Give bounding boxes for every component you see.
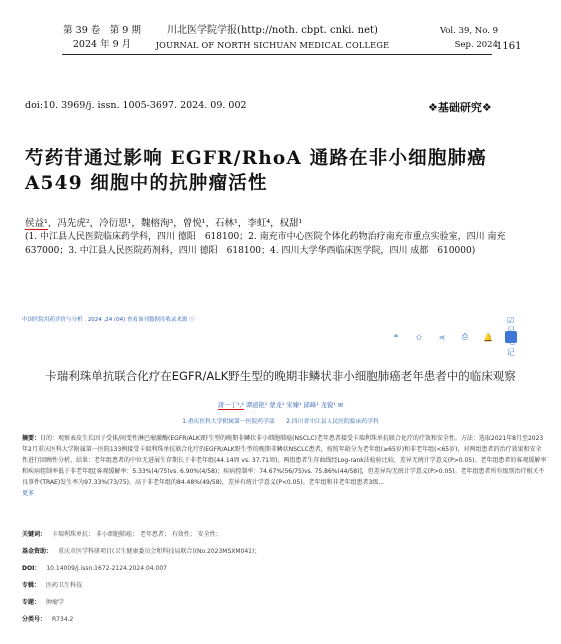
page-number: 1161 [496,41,522,52]
doi-value: 10.14009/j.issn.1672-2124.2024.04.007 [46,565,167,572]
cnki-record [0,300,561,644]
doi-row: DOI： 10.14009/j.issn.1672-2124.2024.04.007 [22,565,167,572]
record-title: 卡瑞利珠单抗联合化疗在EGFR/ALK野生型的晚期非鳞状非小细胞肺癌老年患者中的临床观察 [45,369,516,383]
journal-name: 川北医学院学报(http://noth. cbpt. cnki. net) JOURNAL OF NORTH SICHUAN MEDICAL COLLEGE [155,25,390,50]
print-icon[interactable]: ⎙ [461,332,469,341]
abstract [22,433,547,499]
more-link[interactable]: 更多 [22,490,35,497]
article-authors [25,215,302,229]
take-notes-button[interactable]: ☑ 记笔记 [507,316,515,357]
journal-volume-cn: 第 39 卷 第 9 期 2024 年 9 月 [63,25,141,50]
action-icons [390,316,517,357]
keywords-row: 关键词： 卡瑞利珠单抗； 非小细胞肺癌； 老年患者； 有效性； 安全性； [22,531,222,538]
topic-value: 肿瘤学 [46,599,65,606]
share-icon[interactable]: ⋖ [438,332,446,342]
journal-page [0,0,561,300]
quote-icon[interactable]: ❝ [393,332,399,342]
class-value: R734.2 [52,616,74,623]
article-affiliations: (1. 中江县人民医院临床药学科，四川 德阳 618100；2. 南充市中心医院个体化药物治疗南充市重点实验室，四川 南充 637000；3. 中江县人民医院药剂科，四川 德阳 618100；4. 四川大学华西临床医学院，四川 成都 610000) [25,232,506,256]
record-affiliations[interactable]: 1.重庆医科大学附属第一医院药学部 2.四川省中江县人民医院临床药学科 [182,419,379,425]
article-column: ❖基础研究❖ [428,101,492,114]
bell-icon[interactable]: 🔔 [483,332,493,342]
source-link[interactable]: 中国医院用药评价与分析 . 2024 ,24 (04) 查看该刊数据库收录来源 ⓘ [22,317,195,323]
topic-row: 专题： 肿瘤学 [22,599,65,606]
header-rule [62,54,492,55]
special-row: 专辑： 医药卫生科技 [22,582,83,589]
abstract-text: 目的：观察表皮生长因子受体/间变性淋巴瘤激酶(EGFR/ALK)野生型的晚期非鳞状非小细胞肺癌(NSCLC)老年患者接受卡瑞利珠单抗联合化疗的疗效和安全性。方法：选取2021年8月至2023年2月重庆医科大学附属第一医院133例接受卡瑞利珠单抗联合化疗的EGFR/ALK野生型的晚期非鳞状NSCLC患者，按照年龄分为老年组(≥65岁)和非老年组(<65岁)，对两组患者的治疗效果和安全性进行回顾性分析。结果：老年组患者的中位无进展生存期长于非老年组(44.14周 vs. 37.71周)，两组患者生存曲线经Log-rank法检验比较，差异无统计学意义(P>0.05)。老年组患者的客观缓解率和疾病控制率低于非老年组[客观缓解率：5.33%(4/75)vs. 6.90%(4/58)；疾病控制率：74.67%(56/75)vs. 75.86%(44/58)]，但差异均无统计学意义(P>0.05)。老年组患者所有级别治疗相关不良事件(TRAE)发生率为97.33%(73/75)，高于非老年组的84.48%(49/58)，差异有统计学意义(P<0.05)。老年组和非老年组患者3级... [22,435,547,486]
fund-row: 基金资助： 重庆市医学科研项目(卫生健康委员会和科技局联合)(No.2023MSXM041)； [22,548,261,555]
record-authors [0,400,561,409]
article-doi: doi:10. 3969/j. issn. 1005-3697. 2024. 09. 002 [25,100,247,111]
co-authors: ，冯先虎²，冷衍思¹，魏榕洵³，曾悦¹，石林¹，李虹⁴，权甜¹ [47,218,303,229]
author-links[interactable]: 谭道艳¹ 蒙龙¹ 宋臻¹ 邱峰¹ 龙锐¹ ✉ [243,402,344,409]
journal-volume-en: Vol. 39, No. 9 Sep. 2024 [439,26,498,50]
class-row: 分类号： R734.2 [22,616,74,623]
first-author: 侯益¹ [25,218,48,229]
star-icon[interactable]: ✩ [415,332,423,342]
fund-value: 重庆市医学科研项目(卫生健康委员会和科技局联合)(No.2023MSXM041)； [58,548,261,555]
article-title: 芍药苷通过影响 EGFR/RhoA 通路在非小细胞肺癌 A549 细胞中的抗肿瘤活性 [25,148,487,194]
selected-author-link[interactable]: 唐一丁¹,² [217,402,244,409]
abstract-label: 摘要： [22,435,41,442]
special-value: 医药卫生科技 [46,582,83,589]
keyword-links[interactable]: 卡瑞利珠单抗； 非小细胞肺癌； 老年患者； 有效性； 安全性； [52,531,222,538]
